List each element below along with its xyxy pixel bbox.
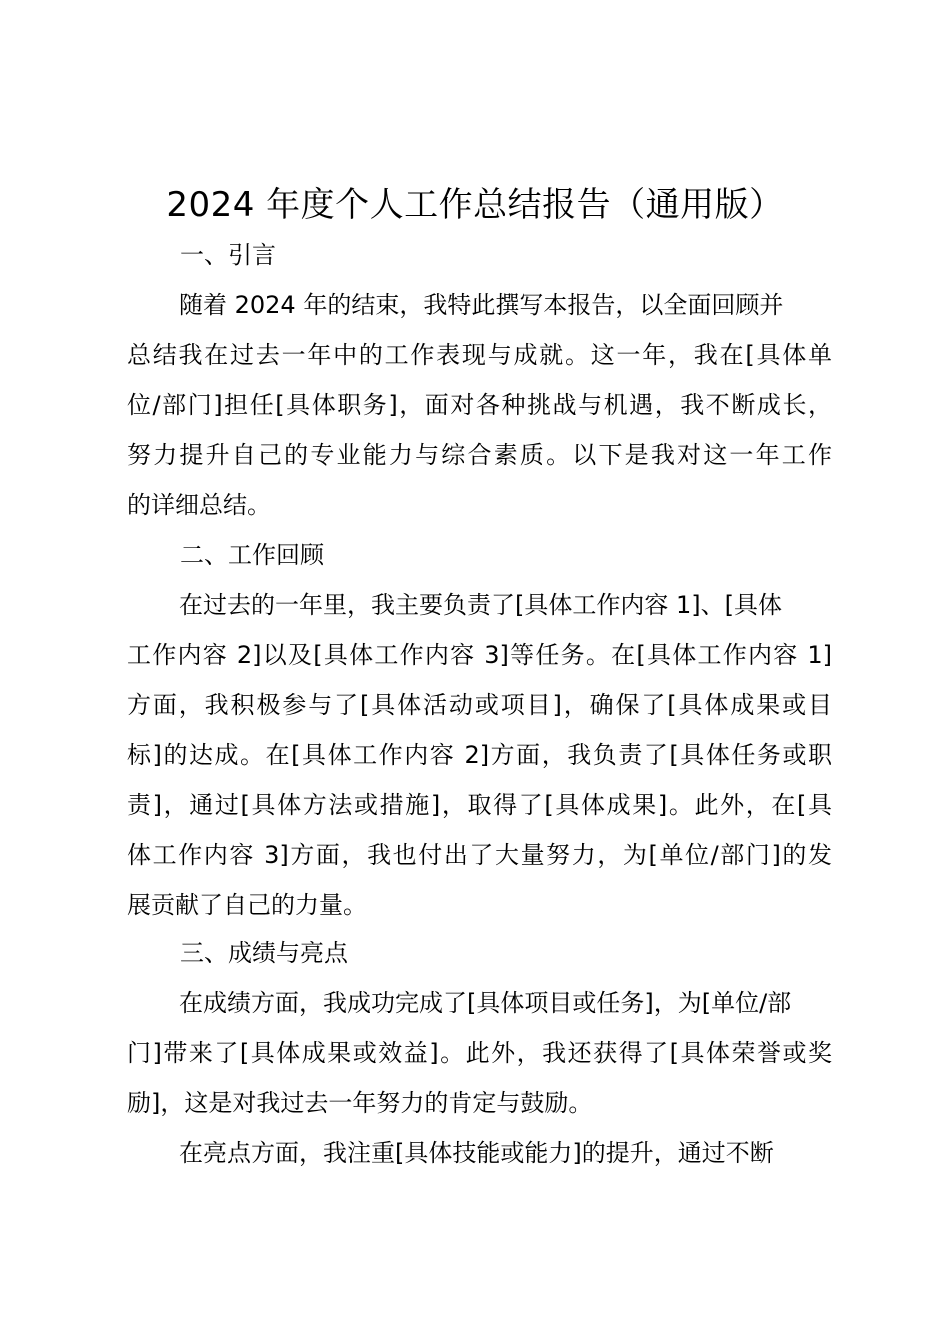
paragraph-line: 位/部门]担任[具体职务]，面对各种挑战与机遇，我不断成长， xyxy=(127,391,832,419)
paragraph-line: 展贡献了自己的力量。 xyxy=(127,891,367,919)
paragraph-line: 总结我在过去一年中的工作表现与成就。这一年，我在[具体单 xyxy=(127,341,832,369)
document-title: 2024 年度个人工作总结报告（通用版） xyxy=(166,185,784,225)
paragraph-line: 在过去的一年里，我主要负责了[具体工作内容 1]、[具体 xyxy=(179,591,782,619)
paragraph-line: 随着 2024 年的结束，我特此撰写本报告，以全面回顾并 xyxy=(179,291,784,319)
paragraph-line: 门]带来了[具体成果或效益]。此外，我还获得了[具体荣誉或奖 xyxy=(127,1039,832,1067)
paragraph-line: 励]，这是对我过去一年努力的肯定与鼓励。 xyxy=(127,1089,593,1117)
paragraph-line: 在成绩方面，我成功完成了[具体项目或任务]，为[单位/部 xyxy=(179,989,792,1017)
paragraph-line: 体工作内容 3]方面，我也付出了大量努力，为[单位/部门]的发 xyxy=(127,841,832,869)
paragraph-line: 标]的达成。在[具体工作内容 2]方面，我负责了[具体任务或职 xyxy=(127,741,832,769)
paragraph-line: 责]，通过[具体方法或措施]，取得了[具体成果]。此外，在[具 xyxy=(127,791,832,819)
section-heading-intro: 一、引言 xyxy=(180,241,276,269)
paragraph-line: 方面，我积极参与了[具体活动或项目]，确保了[具体成果或目 xyxy=(127,691,832,719)
paragraph-line: 努力提升自己的专业能力与综合素质。以下是我对这一年工作 xyxy=(127,441,832,469)
paragraph-line: 在亮点方面，我注重[具体技能或能力]的提升，通过不断 xyxy=(179,1139,774,1167)
paragraph-line: 的详细总结。 xyxy=(127,491,271,519)
paragraph-line: 工作内容 2]以及[具体工作内容 3]等任务。在[具体工作内容 1] xyxy=(127,641,832,669)
section-heading-work-review: 二、工作回顾 xyxy=(180,541,324,569)
section-heading-achievements: 三、成绩与亮点 xyxy=(180,939,348,967)
